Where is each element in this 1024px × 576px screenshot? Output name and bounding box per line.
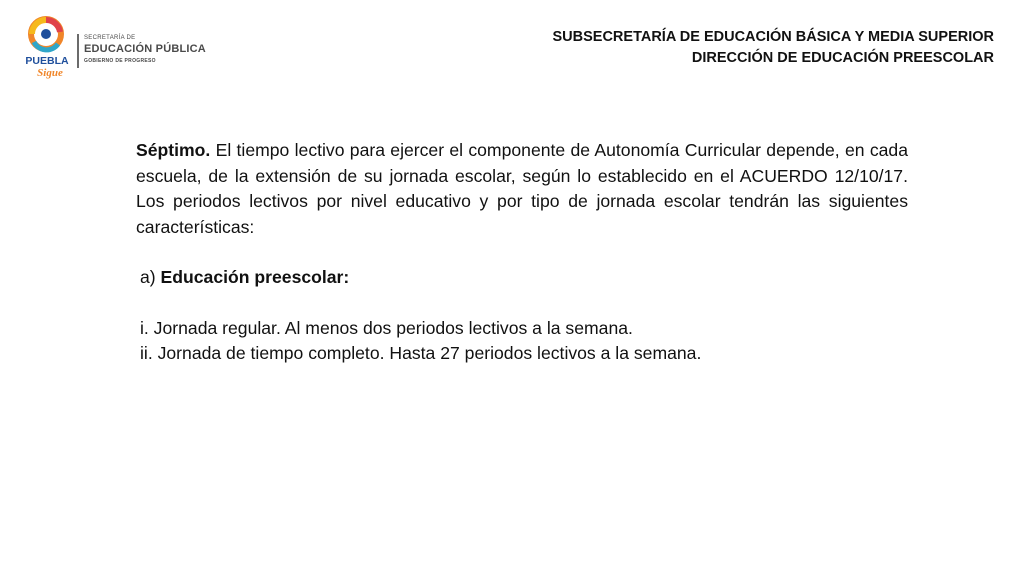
puebla-emblem-icon bbox=[22, 12, 76, 84]
org-line-1: SECRETARÍA DE bbox=[84, 35, 136, 41]
lead-text: El tiempo lectivo para ejercer el componente de Autonomía Curricular depende, en cada escuela, de la extensión de su jornada escolar, según lo establecido en el ACUERDO 12/10/17. Los periodos lectivos por nivel educativo y por tipo de jornada escolar tendrán las siguientes características: bbox=[136, 140, 908, 237]
item-a-prefix: a) bbox=[140, 267, 161, 287]
brand-word-sigue: Sigue bbox=[37, 67, 63, 79]
header-line-2: DIRECCIÓN DE EDUCACIÓN PREESCOLAR bbox=[691, 50, 994, 66]
list-item: i. Jornada regular. Al menos dos periodos lectivos a la semana. bbox=[140, 317, 633, 338]
brand-word-puebla: PUEBLA bbox=[25, 55, 69, 67]
header-line-1: SUBSECRETARÍA DE EDUCACIÓN BÁSICA Y MEDIA SUPERIOR bbox=[552, 29, 994, 45]
page-header bbox=[553, 27, 995, 69]
intro-paragraph bbox=[136, 138, 908, 240]
item-a-heading: Educación preescolar: bbox=[160, 267, 350, 287]
schedule-list bbox=[140, 316, 908, 367]
logo-divider bbox=[77, 34, 79, 68]
main-content bbox=[136, 138, 908, 367]
list-item: ii. Jornada de tiempo completo. Hasta 27 periodos lectivos a la semana. bbox=[140, 343, 702, 363]
org-line-2: EDUCACIÓN PÚBLICA bbox=[84, 43, 206, 55]
puebla-logo bbox=[22, 12, 206, 84]
item-a bbox=[140, 265, 908, 291]
lead-bold: Séptimo. bbox=[136, 140, 211, 160]
org-line-3: GOBIERNO DE PROGRESO bbox=[84, 58, 156, 64]
